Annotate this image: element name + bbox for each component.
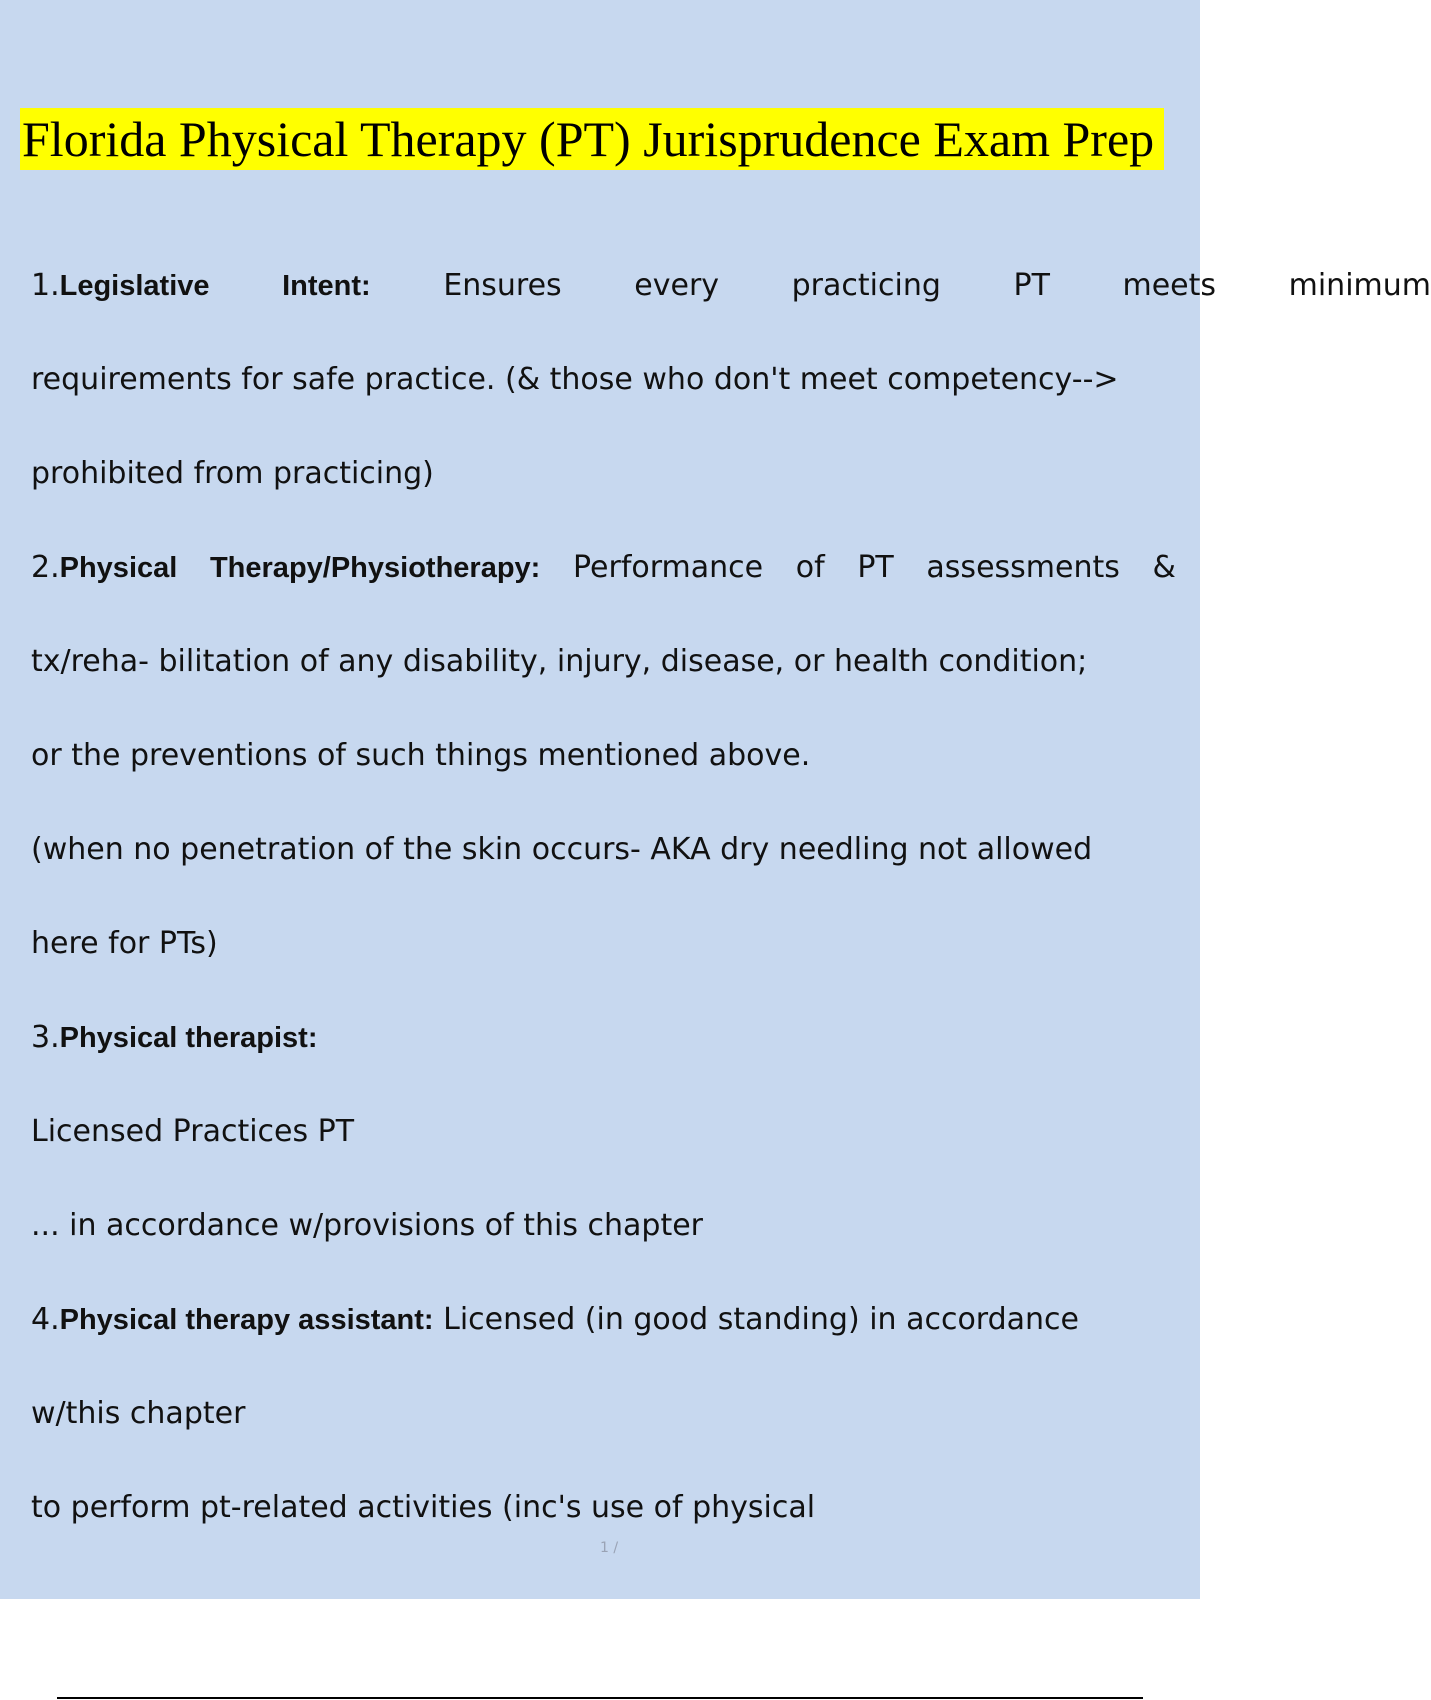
item-2-term-therapy: Therapy/Physiotherapy: [209,552,541,584]
word: practicing [791,268,941,303]
item-1-line-2: requirements for safe practice. (& those who don't meet competency--> [31,362,1119,397]
word: & [1152,550,1176,585]
item-4-definition: Licensed (in good standing) in accordance [443,1302,1079,1337]
word: of [795,550,825,585]
item-3-term: Physical therapist: [59,1022,318,1054]
item-3-number: 3. [31,1020,60,1055]
item-1-line-1 [31,266,1431,306]
item-3-line-1 [31,1018,318,1058]
item-3-line-3: ... in accordance w/provisions of this chapter [31,1208,704,1243]
footer-rule [57,1697,1143,1699]
word: assessments [926,550,1120,585]
item-1-term-intent: Intent: [282,270,371,302]
document-title: Florida Physical Therapy (PT) Jurisprudence Exam Prep [20,108,1164,170]
word: PT [1013,268,1050,303]
word: every [634,268,720,303]
item-4-line-3: to perform pt-related activities (inc's use of physical [31,1490,816,1525]
item-4-number: 4. [31,1302,60,1337]
word: meets [1122,268,1217,303]
item-1-heading [31,266,210,306]
item-1-line-3: prohibited from practicing) [31,456,434,491]
item-4-term: Physical therapy assistant: [59,1304,434,1336]
word: PT [857,550,894,585]
item-3-line-2: Licensed Practices PT [31,1114,355,1149]
item-4-line-2: w/this chapter [31,1396,246,1431]
item-2-line-1 [31,548,1176,588]
item-2-line-3: or the preventions of such things mentioned above. [31,738,811,773]
item-2-line-2: tx/reha- bilitation of any disability, injury, disease, or health condition; [31,644,1088,679]
item-1-number: 1. [31,268,60,303]
page-number: 1 / [600,1540,619,1556]
word: minimum [1288,268,1431,303]
item-2-line-5: here for PTs) [31,926,218,961]
word: Ensures [443,268,562,303]
word: Performance [573,550,764,585]
item-1-term-legislative: Legislative [59,270,210,302]
item-2-term-physical: Physical [59,552,178,584]
item-4-line-1 [31,1300,1079,1340]
item-2-heading [31,548,177,588]
item-2-line-4: (when no penetration of the skin occurs- AKA dry needling not allowed [31,832,1093,867]
item-2-number: 2. [31,550,60,585]
